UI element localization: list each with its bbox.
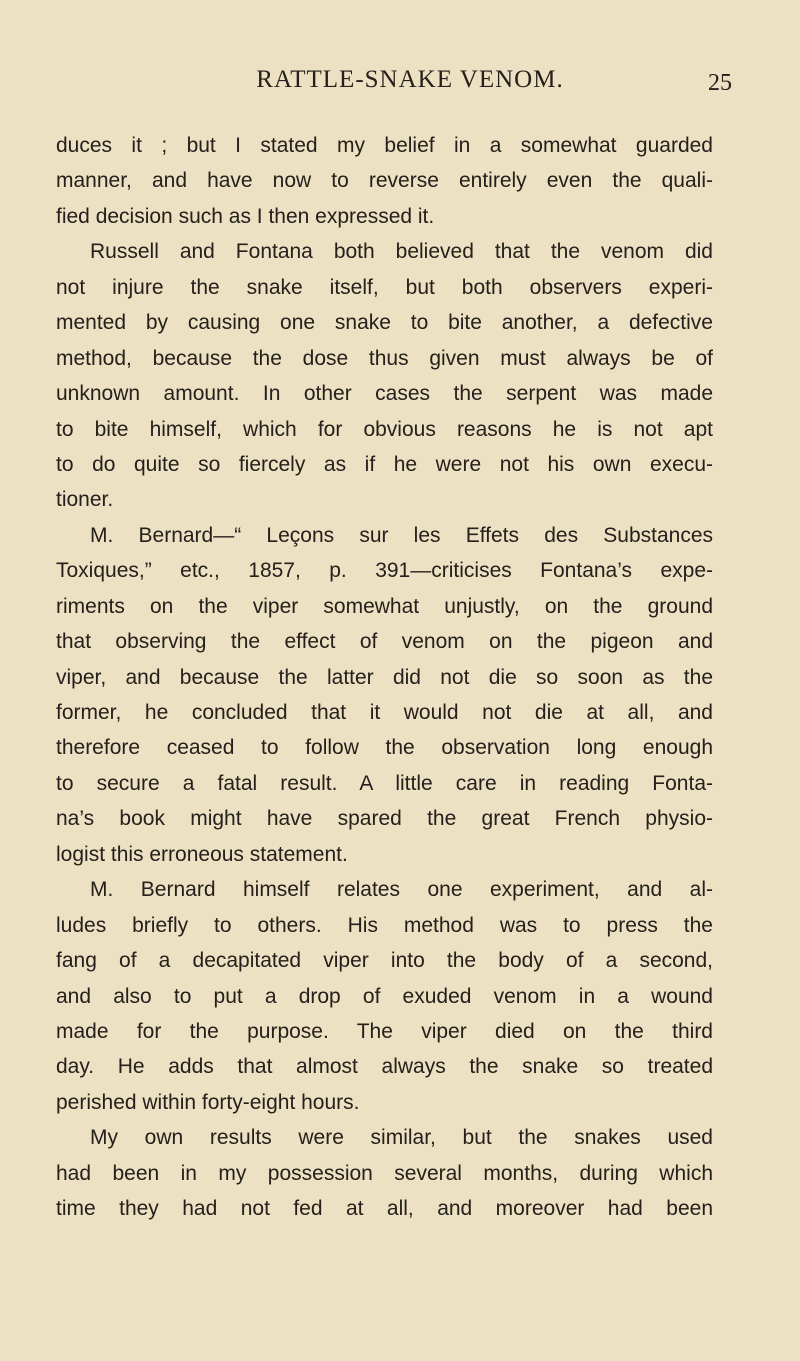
- text-line: had been in my possession several months, during which: [56, 1161, 713, 1185]
- text-line: time they had not fed at all, and moreover had been: [56, 1197, 713, 1221]
- text-line: fang of a decapitated viper into the body of a second,: [56, 949, 713, 973]
- text-line: former, he concluded that it would not die at all, and: [56, 701, 713, 724]
- page-number: 25: [708, 70, 732, 96]
- text-line: M. Bernard—“ Leçons sur les Effets des Substances: [90, 523, 713, 547]
- text-line: ludes briefly to others. His method was to press the: [56, 913, 713, 937]
- text-line: fied decision such as I then expressed it.: [56, 204, 435, 228]
- text-line: viper, and because the latter did not die so soon as the: [56, 665, 713, 689]
- text-line: perished within forty-eight hours.: [56, 1090, 360, 1114]
- text-line: riments on the viper somewhat unjustly, on the ground: [56, 594, 713, 618]
- text-line: Toxiques,” etc., 1857, p. 391—criticises Fontana’s expe-: [56, 559, 713, 583]
- text-line: My own results were similar, but the snakes used: [90, 1126, 713, 1150]
- running-head: RATTLE-SNAKE VENOM.: [256, 66, 564, 93]
- text-line: logist this erroneous statement.: [56, 842, 348, 866]
- text-line: manner, and have now to reverse entirely even the quali-: [56, 169, 713, 193]
- text-line: na’s book might have spared the great French physio-: [56, 807, 713, 831]
- text-line: to do quite so fiercely as if he were not his own execu-: [56, 452, 713, 476]
- text-line: therefore ceased to follow the observation long enough: [56, 736, 713, 760]
- text-line: duces it ; but I stated my belief in a somewhat guarded: [56, 134, 713, 157]
- text-line: unknown amount. In other cases the serpent was made: [56, 382, 713, 406]
- text-line: tioner.: [56, 488, 114, 512]
- text-line: to secure a fatal result. A little care in reading Fonta-: [56, 771, 713, 795]
- text-line: that observing the effect of venom on the pigeon and: [56, 630, 713, 654]
- text-line: mented by causing one snake to bite another, a defective: [56, 311, 713, 335]
- text-line: M. Bernard himself relates one experiment, and al-: [90, 878, 713, 902]
- body-text: [56, 128, 713, 1227]
- text-line: to bite himself, which for obvious reasons he is not apt: [56, 417, 713, 441]
- text-line: not injure the snake itself, but both observers experi-: [56, 275, 713, 299]
- text-line: Russell and Fontana both believed that the venom did: [90, 240, 713, 264]
- page-header: [90, 60, 730, 100]
- text-line: method, because the dose thus given must always be of: [56, 346, 713, 370]
- text-line: day. He adds that almost always the snake so treated: [56, 1055, 713, 1079]
- text-line: and also to put a drop of exuded venom in a wound: [56, 984, 713, 1008]
- text-line: made for the purpose. The viper died on the third: [56, 1019, 713, 1043]
